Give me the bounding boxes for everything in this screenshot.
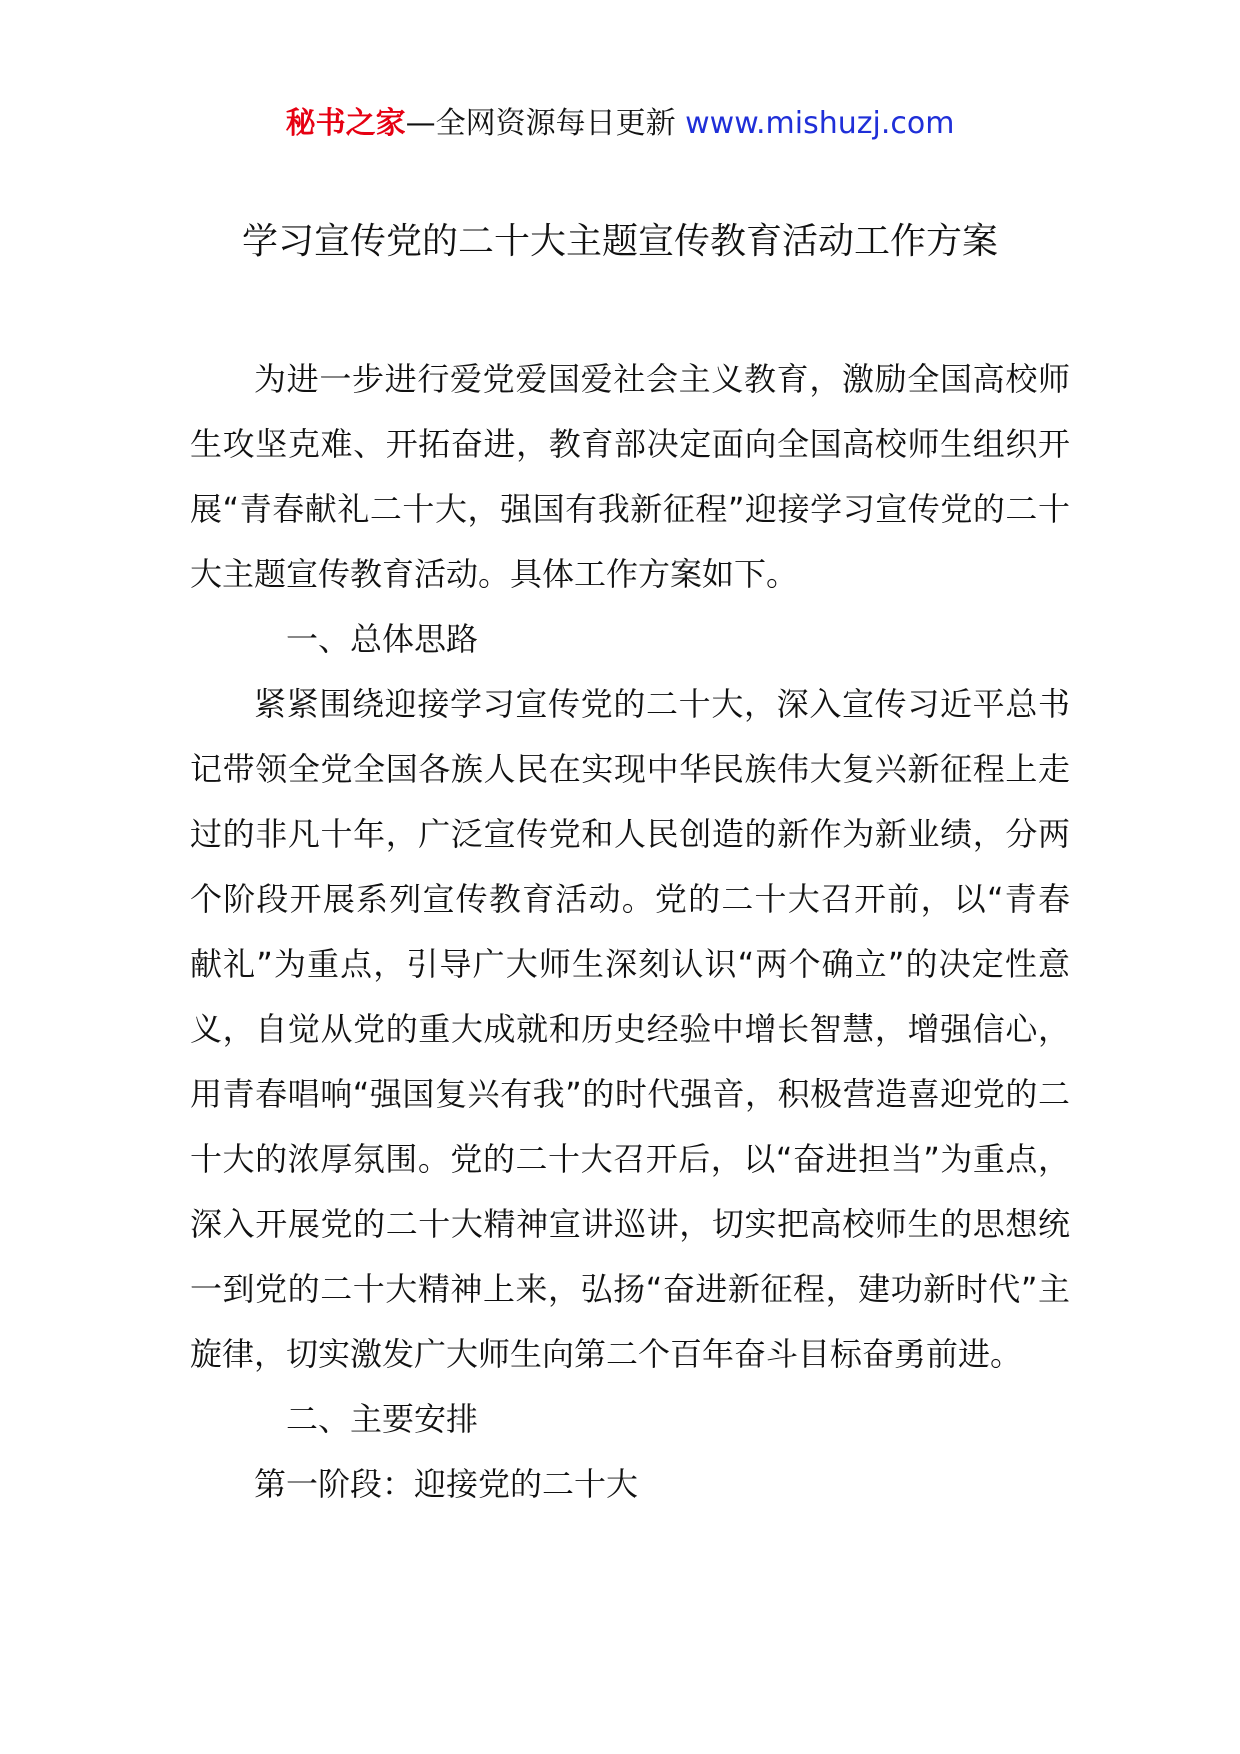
section-heading-overall-approach: 一、总体思路 [286,620,479,658]
header-tagline: —全网资源每日更新 [405,106,686,141]
section-heading-main-arrangements: 二、主要安排 [286,1400,479,1438]
overall-approach-paragraph: 紧紧围绕迎接学习宣传党的二十大，深入宣传习近平总书记带领全党全国各族人民在实现中华民族伟大复兴新征程上走过的非凡十年，广泛宣传党和人民创造的新作为新业绩，分两个阶段开展系列宣传教育活动。党的二十大召开前，以“青春献礼”为重点，引导广大师生深刻认识“两个确立”的决定性意义，自觉从党的重大成就和历史经验中增长智慧，增强信心，用青春唱响“强国复兴有我”的时代强音，积极营造喜迎党的二十大的浓厚氛围。党的二十大召开后，以“奋进担当”为重点，深入开展党的二十大精神宣讲巡讲，切实把高校师生的思想统一到党的二十大精神上来，弘扬“奋进新征程，建功新时代”主旋律，切实激发广大师生向第二个百年奋斗目标奋勇前进。 [190,685,1070,1373]
document-body [190,347,1070,1517]
site-url-link[interactable]: www.mishuzj.com [685,106,955,141]
site-header [0,104,1240,144]
stage-one-heading: 第一阶段：迎接党的二十大 [254,1465,639,1503]
document-title: 学习宣传党的二十大主题宣传教育活动工作方案 [241,221,998,262]
intro-paragraph: 为进一步进行爱党爱国爱社会主义教育，激励全国高校师生攻坚克难、开拓奋进，教育部决定面向全国高校师生组织开展“青春献礼二十大，强国有我新征程”迎接学习宣传党的二十大主题宣传教育活动。具体工作方案如下。 [190,360,1070,593]
brand-name: 秘书之家 [285,106,406,141]
